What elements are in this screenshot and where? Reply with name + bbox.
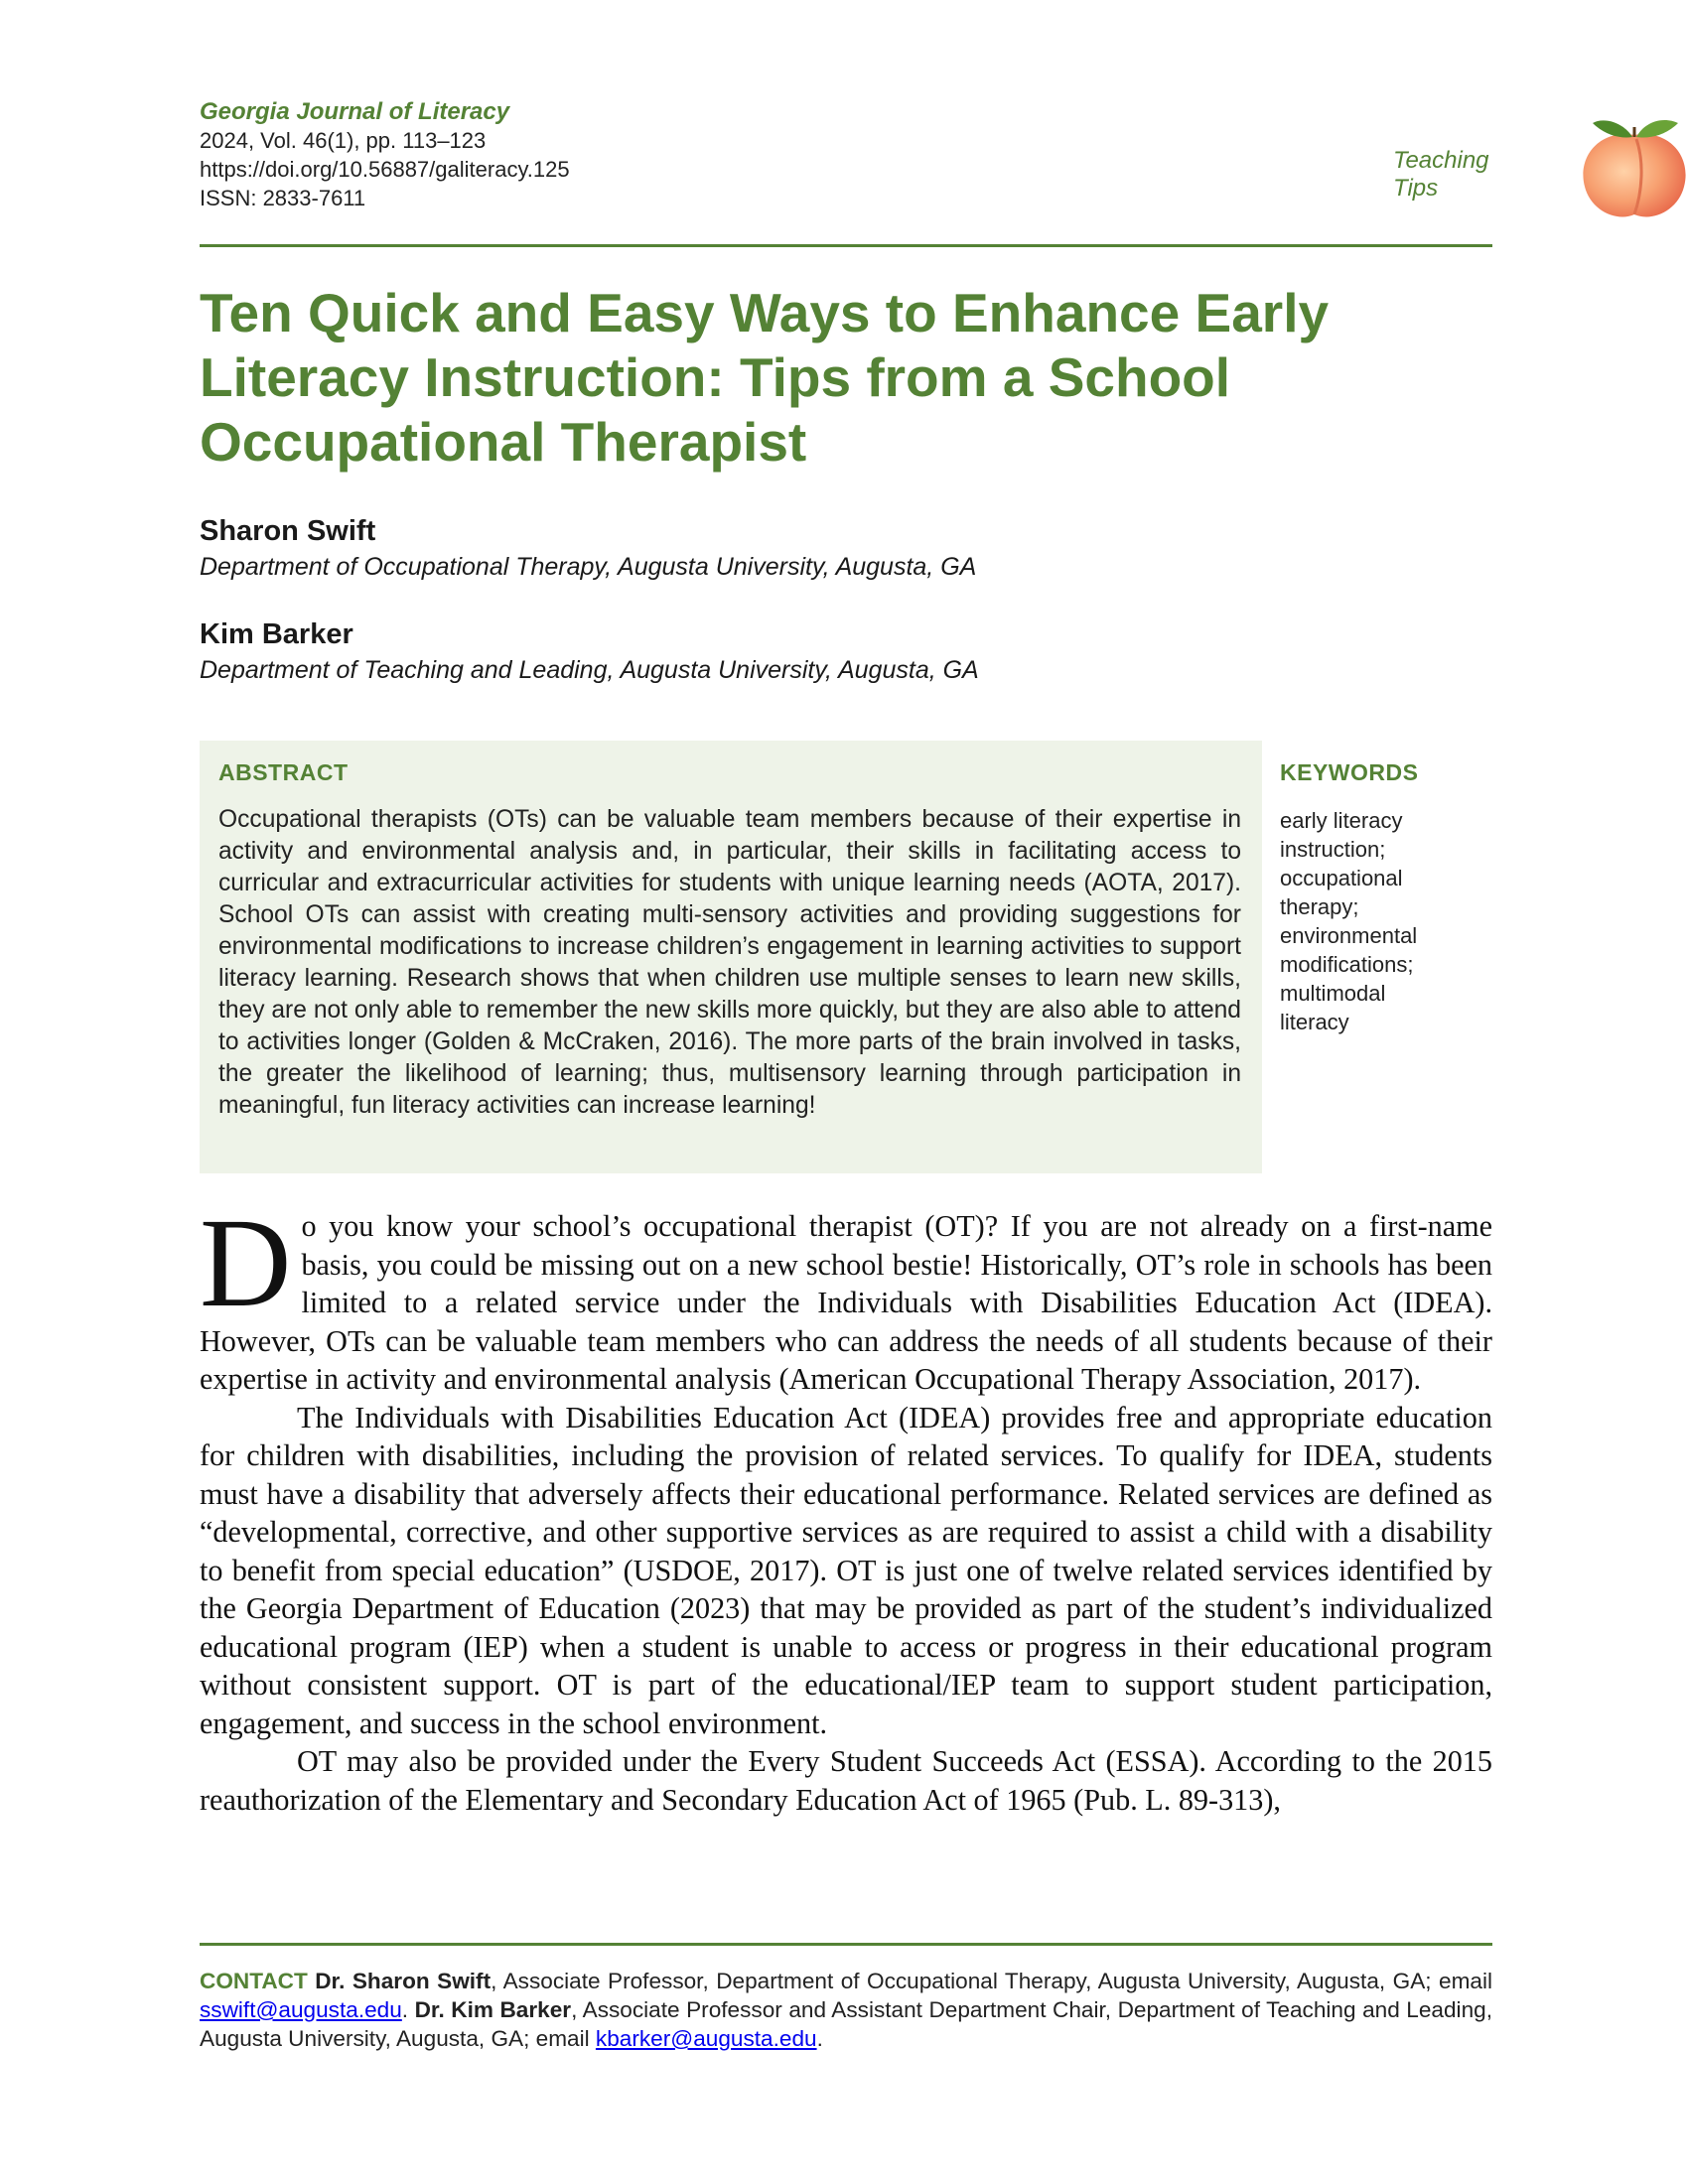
contact-end: . [816,2026,823,2051]
email-link[interactable]: kbarker@augusta.edu [595,2026,817,2051]
author-affiliation: Department of Occupational Therapy, Augusta University, Augusta, GA [200,553,977,581]
keyword: environmental [1280,923,1418,948]
issn: ISSN: 2833-7611 [200,186,366,210]
abstract-heading: ABSTRACT [218,759,349,785]
peach-icon [1575,107,1688,226]
header-rule [200,244,1492,247]
drop-cap: D [200,1192,292,1333]
body-paragraph: The Individuals with Disabilities Education Act (IDEA) provides free and appropriate education for children with disabilities, including the provision of related services. To qualify for IDEA, students must have a disability that adversely affects their educational performance. Related services are defined as “developmental, corrective, and other supportive services as are required to assist a child with a disability to benefit from special education” (USDOE, 2017). OT is just one of twelve related services identified by the Georgia Department of Education (2023) that may be provided as part of the student’s individualized educational program (IEP) when a student is unable to access or progress in their educational program without consistent support. OT is part of the educational/IEP team to support student participation, engagement, and success in the school environment. [200,1400,1492,1740]
citation: 2024, Vol. 46(1), pp. 113–123 [200,128,487,153]
body-paragraph [200,1192,1492,1399]
article-body [200,1192,1492,1819]
author-name: Sharon Swift [200,515,376,547]
abstract-text: Occupational therapists (OTs) can be valuable team members because of their expertise in activity and environmental analysis and, in particular, their skills in facilitating access to curricular and extracurricular activities for students with unique learning needs (AOTA, 2017). School OTs can assist with creating multi-sensory activities and providing suggestions for environmental modifications to increase children’s engagement in learning activities to support literacy learning. Research shows that when children use multiple senses to learn new skills, they are not only able to remember the new skills more quickly, but they are also able to attend to activities longer (Golden & McCraken, 2016). The more parts of the brain involved in tasks, the greater the likelihood of learning; thus, multisensory learning through participation in meaningful, fun literacy activities can increase learning! [218,806,1241,1119]
contact-name: Dr. Sharon Swift [315,1969,492,1993]
contact-sep: . [401,1997,415,2022]
author-name: Kim Barker [200,618,353,650]
keywords-list [1280,806,1459,1036]
contact-label: CONTACT [200,1969,308,1993]
contact-name: Dr. Kim Barker [414,1997,572,2022]
keywords-heading: KEYWORDS [1280,759,1419,785]
keyword: multimodal [1280,981,1386,1006]
doi-link[interactable]: https://doi.org/10.56887/galiteracy.125 [200,157,570,182]
keyword: instruction; [1280,837,1386,862]
keyword: literacy [1280,1010,1349,1034]
keyword: early literacy [1280,808,1403,833]
article-title: Ten Quick and Easy Ways to Enhance Early Literacy Instruction: Tips from a School Occupational Therapist [200,282,1330,473]
body-paragraph: OT may also be provided under the Every Student Succeeds Act (ESSA). According to the 2015 reauthorization of the Elementary and Secondary Education Act of 1965 (Pub. L. 89-313), [200,1744,1492,1817]
contact-info [200,1967,1492,2053]
email-link[interactable]: sswift@augusta.edu [200,1997,402,2022]
keyword: modifications; [1280,952,1414,977]
contact-desc: , Associate Professor, Department of Occupational Therapy, Augusta University, Augusta, GA; email [491,1969,1492,1993]
section-label: Teaching Tips [1393,147,1489,202]
footer-rule [200,1943,1492,1946]
keyword: occupational [1280,866,1403,890]
keyword: therapy; [1280,894,1359,919]
author-affiliation: Department of Teaching and Leading, Augusta University, Augusta, GA [200,656,979,684]
paragraph-text: o you know your school’s occupational therapist (OT)? If you are not already on a first-name basis, you could be missing out on a new school bestie! Historically, OT’s role in schools has been limited to a related service under the Individuals with Disabilities Education Act (IDEA). However, OTs can be valuable team members who can address the needs of all students because of their expertise in activity and environmental analysis (American Occupational Therapy Association, 2017). [200,1209,1492,1396]
contact-desc: , Associate Professor and Assistant Department Chair, Department of Teaching and Leading, Augusta University, Augusta, GA; email [200,1997,1492,2051]
journal-header [200,97,1490,246]
journal-name: Georgia Journal of Literacy [200,98,510,125]
